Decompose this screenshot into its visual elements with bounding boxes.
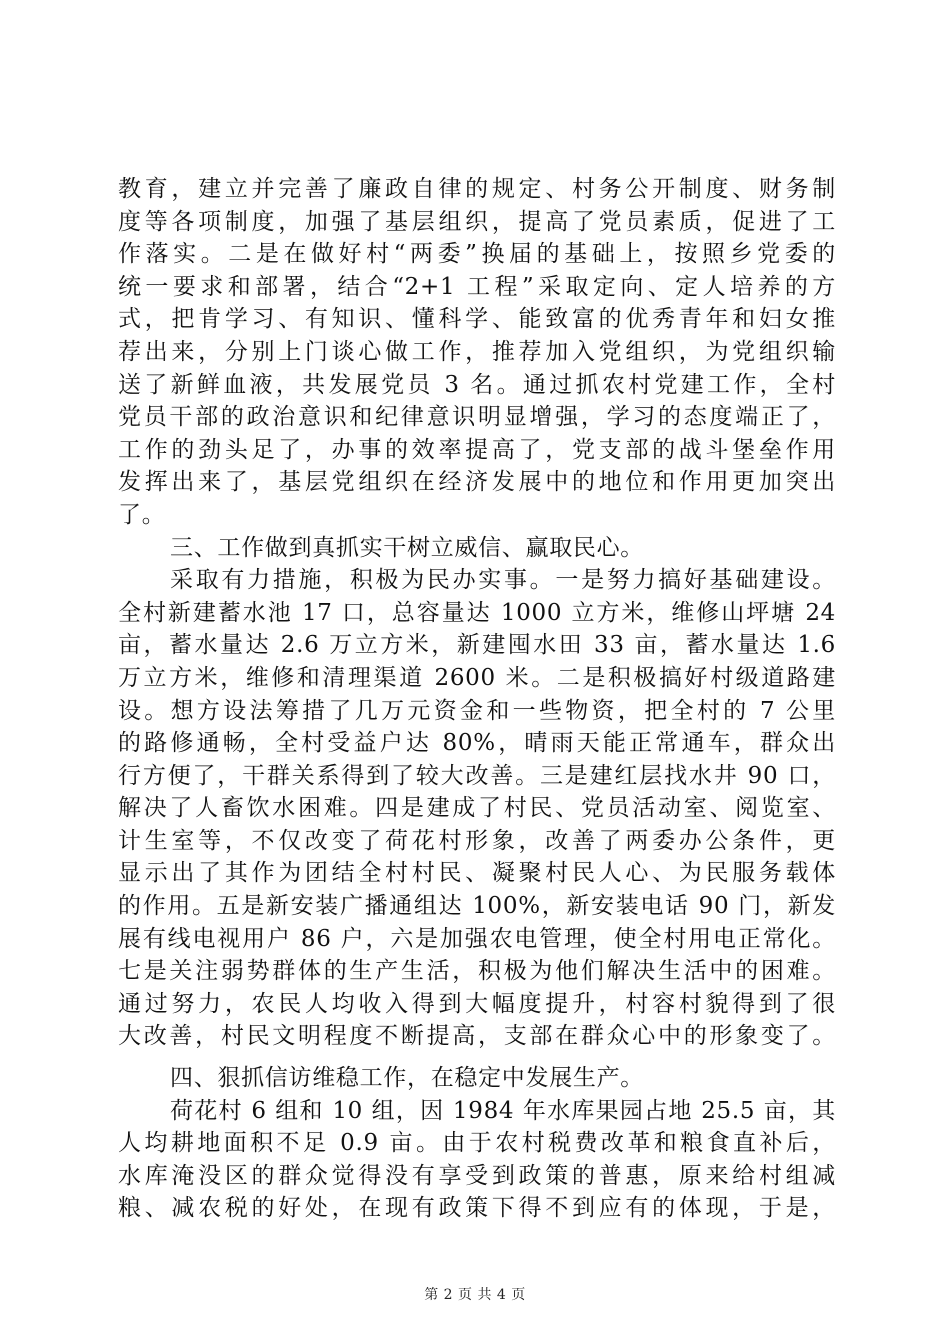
paragraph-1-line: 党员干部的政治意识和纪律意识明显增强，学习的态度端正了， bbox=[118, 404, 836, 431]
paragraph-2-line: 通过努力，农民人均收入得到大幅度提升，村容村貌得到了很 bbox=[118, 990, 836, 1017]
paragraph-2-line: 万立方米，维修和清理渠道 2600 米。二是积极搞好村级道路建 bbox=[118, 664, 836, 691]
paragraph-2-line: 亩，蓄水量达 2.6 万立方米，新建囤水田 33 亩，蓄水量达 1.6 bbox=[118, 632, 836, 659]
paragraph-2-line: 的作用。五是新安装广播通组达 100%，新安装电话 90 门，新发 bbox=[118, 893, 836, 920]
paragraph-3-line: 水库淹没区的群众觉得没有享受到政策的普惠，原来给村组减 bbox=[118, 1162, 836, 1189]
paragraph-1-line: 送了新鲜血液，共发展党员 3 名。通过抓农村党建工作，全村 bbox=[118, 371, 836, 398]
paragraph-2-line: 展有线电视用户 86 户，六是加强农电管理，使全村用电正常化。 bbox=[118, 925, 836, 952]
paragraph-1-line: 式，把肯学习、有知识、懂科学、能致富的优秀青年和妇女推 bbox=[118, 306, 836, 333]
paragraph-3-line: 人均耕地面积不足 0.9 亩。由于农村税费改革和粮食直补后， bbox=[118, 1130, 836, 1157]
paragraph-2-line: 行方便了，干群关系得到了较大改善。三是建红层找水井 90 口， bbox=[118, 762, 836, 789]
paragraph-1-line: 发挥出来了，基层党组织在经济发展中的地位和作用更加突出 bbox=[118, 469, 836, 496]
paragraph-2-line: 的路修通畅，全村受益户达 80%，晴雨天能正常通车，群众出 bbox=[118, 730, 836, 757]
body-text-upper bbox=[118, 173, 836, 1053]
paragraph-1-line: 教育，建立并完善了廉政自律的规定、村务公开制度、财务制 bbox=[118, 176, 836, 202]
paragraph-2-line: 计生室等，不仅改变了荷花村形象，改善了两委办公条件，更 bbox=[118, 827, 836, 854]
section-heading-4: 四、狠抓信访维稳工作，在稳定中发展生产。 bbox=[170, 1065, 644, 1091]
page-number-footer: 第 2 页 共 4 页 bbox=[424, 1287, 526, 1303]
paragraph-1-line: 工作的劲头足了，办事的效率提高了，党支部的战斗堡垒作用 bbox=[118, 436, 836, 463]
paragraph-2-line: 全村新建蓄水池 17 口，总容量达 1000 立方米，维修山坪塘 24 bbox=[118, 599, 836, 626]
paragraph-3-line: 粮、减农税的好处，在现有政策下得不到应有的体现，于是， bbox=[118, 1195, 836, 1222]
paragraph-3-line: 荷花村 6 组和 10 组，因 1984 年水库果园占地 25.5 亩，其 bbox=[170, 1097, 836, 1124]
paragraph-2-line: 采取有力措施，积极为民办实事。一是努力搞好基础建设。 bbox=[170, 567, 836, 594]
paragraph-1-line: 了。 bbox=[118, 501, 166, 528]
paragraph-1-line: 度等各项制度，加强了基层组织，提高了党员素质，促进了工 bbox=[118, 208, 836, 235]
paragraph-2-line: 七是关注弱势群体的生产生活，积极为他们解决生活中的困难。 bbox=[118, 958, 836, 985]
paragraph-1-line: 统一要求和部署，结合“2+1 工程”采取定向、定人培养的方 bbox=[118, 273, 836, 300]
paragraph-2-line: 大改善，村民文明程度不断提高，支部在群众心中的形象变了。 bbox=[118, 1023, 836, 1050]
paragraph-2-line: 显示出了其作为团结全村村民、凝聚村民人心、为民服务载体 bbox=[118, 860, 836, 887]
paragraph-1-line: 荐出来，分别上门谈心做工作，推荐加入党组织，为党组织输 bbox=[118, 338, 836, 365]
paragraph-2-line: 设。想方设法筹措了几万元资金和一些物资，把全村的 7 公里 bbox=[118, 697, 836, 724]
section-heading-3: 三、工作做到真抓实干树立威信、赢取民心。 bbox=[170, 534, 644, 561]
paragraph-1-line: 作落实。二是在做好村“两委”换届的基础上，按照乡党委的 bbox=[118, 241, 836, 268]
body-text-lower bbox=[118, 1062, 836, 1225]
paragraph-2-line: 解决了人畜饮水困难。四是建成了村民、党员活动室、阅览室、 bbox=[118, 795, 836, 822]
